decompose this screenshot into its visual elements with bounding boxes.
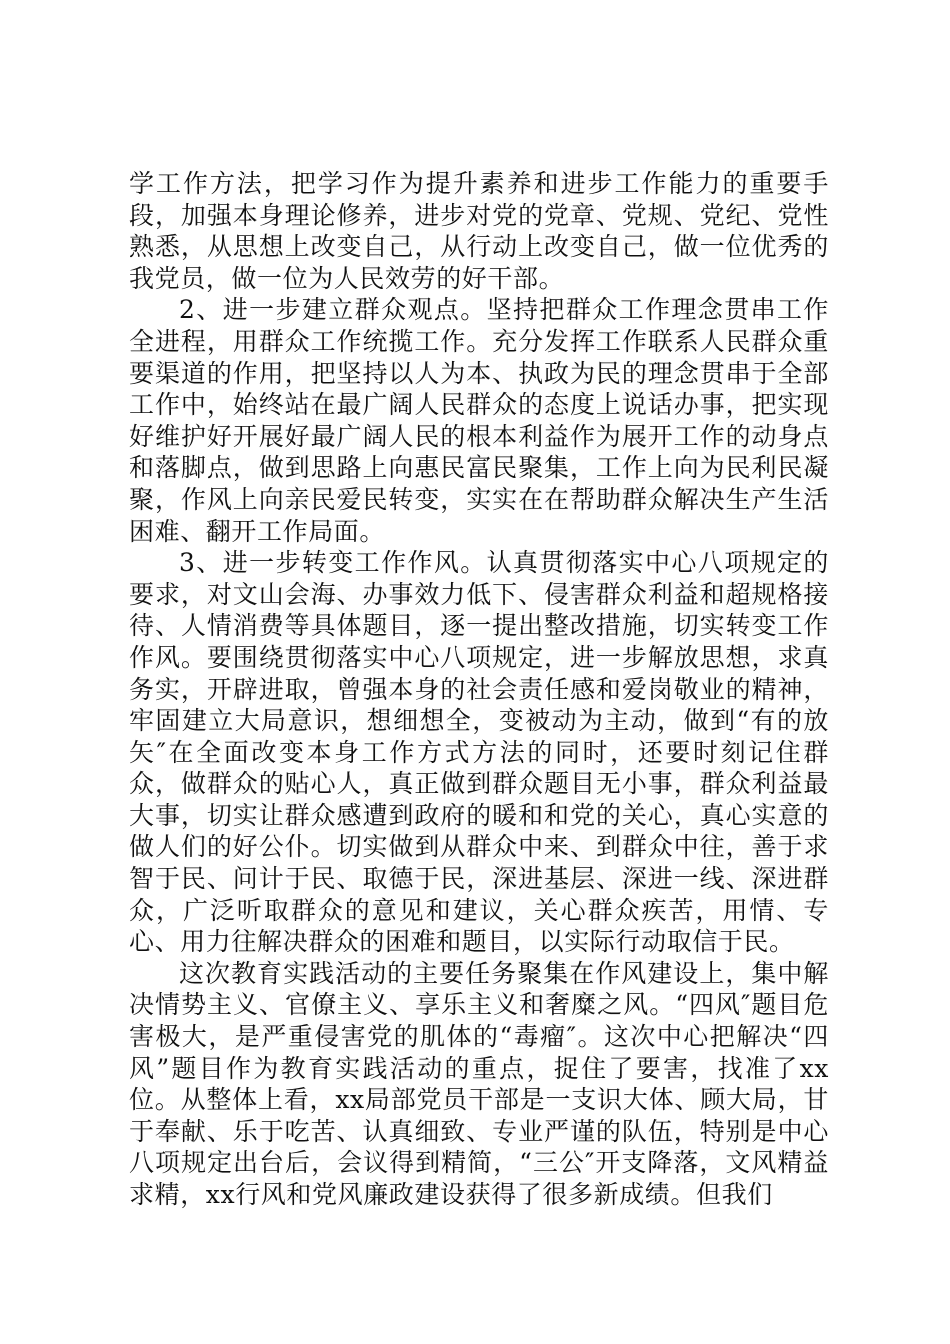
paragraph-continued: 学工作方法，把学习作为提升素养和进步工作能力的重要手段，加强本身理论修养，进步对党的党章、党规、党纪、党性熟悉，从思想上改变自己，从行动上改变自己，做一位优秀的我党员，做一位为人民效劳的好干部。	[129, 169, 829, 293]
paragraph-mass-viewpoint: 2、进一步建立群众观点。坚持把群众工作理念贯串工作全进程，用群众工作统揽工作。充分发挥工作联系人民群众重要渠道的作用，把坚持以人为本、执政为民的理念贯串于全部工作中，始终站在最广阔人民群众的态度上说话办事，把实现好维护好开展好最广阔人民的根本利益作为展开工作的动身点和落脚点，做到思路上向惠民富民聚集，工作上向为民利民凝聚，作风上向亲民爱民转变，实实在在帮助群众解决生产生活困难、翻开工作局面。	[129, 295, 829, 546]
paragraph-work-style: 3、进一步转变工作作风。认真贯彻落实中心八项规定的要求，对文山会海、办事效力低下、侵害群众利益和超规格接待、人情消费等具体题目，逐一提出整改措施，切实转变工作作风。要围绕贯彻落实中心八项规定，进一步解放思想，求真务实，开辟进取，曾强本身的社会责任感和爱岗敬业的精神，牢固建立大局意识，想细想全，变被动为主动，做到“有的放矢″在全面改变本身工作方式方法的同时，还要时刻记住群众，做群众的贴心人，真正做到群众题目无小事，群众利益最大事，切实让群众感遭到政府的暖和和党的关心，真心实意的做人们的好公仆。切实做到从群众中来、到群众中往，善于求智于民、问计于民、取德于民，深进基层、深进一线、深进群众，广泛听取群众的意见和建议，关心群众疾苦，用情、专心、用力往解决群众的困难和题目，以实际行动取信于民。	[129, 548, 829, 957]
body-text	[129, 168, 829, 1211]
paragraph-education-practice: 这次教育实践活动的主要任务聚集在作风建设上，集中解决情势主义、官僚主义、享乐主义和奢糜之风。“四风″题目危害极大，是严重侵害党的肌体的“毒瘤″。这次中心把解决“四风”题目作为教育实践活动的重点，捉住了要害，找准了xx位。从整体上看，xx局部党员干部是一支识大体、顾大局，甘于奉献、乐于吃苦、认真细致、专业严谨的队伍，特别是中心八项规定出台后，会议得到精简，“三公″开支降落，文风精益求精，xx行风和党风廉政建设获得了很多新成绩。但我们	[129, 958, 829, 1209]
